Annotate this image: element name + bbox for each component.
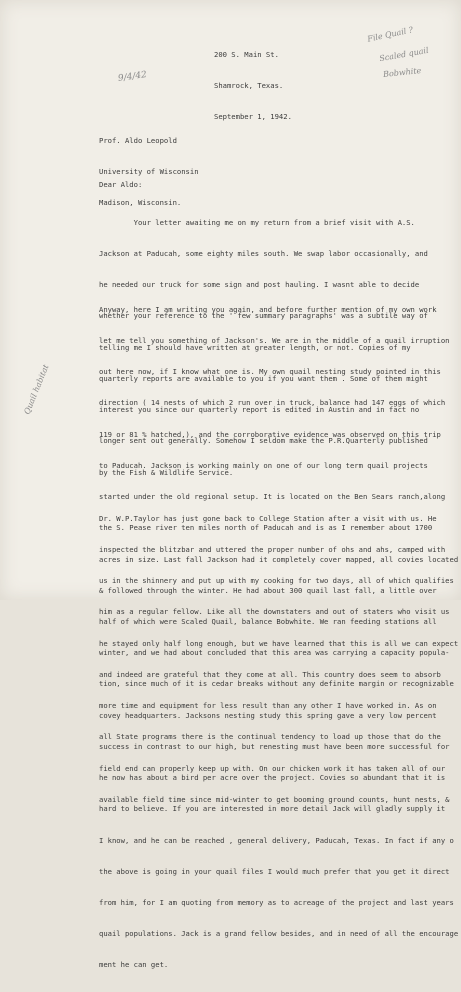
text-line: winter, and we had about concluded that this area was carrying a capacity popula- <box>99 648 450 658</box>
text-line: started under the old regional setup. It is located on the Ben Sears ranch,along <box>99 492 446 502</box>
recipient-city: Madison, Wisconsin. <box>99 198 182 208</box>
text-line: I know, and he can be reached , general delivery, Paducah, Texas. In fact if any o <box>99 835 454 845</box>
sender-street: 200 S. Main St. <box>214 49 279 59</box>
text-line: let me tell you something of Jackson's. We are in the middle of a quail irruption <box>99 336 450 346</box>
text-line: available field time since mid-winter to get booming ground counts, hunt nests, & <box>99 794 450 804</box>
text-line: he stayed only half long enough, but we have learned that this is all we can expect <box>99 638 459 648</box>
recipient-name: Prof. Aldo Leopold <box>99 135 177 145</box>
text-line: telling me I should have written at greater length, or not. Copies of my <box>99 342 411 352</box>
text-line: Dr. W.P.Taylor has just gone back to College Station after a visit with us. He <box>99 513 437 523</box>
text-line: interest you since our quarterly report is edited in Austin and in fact no <box>99 405 420 415</box>
text-line: success in contrast to our high, but renesting must have been more successful for <box>99 741 450 751</box>
letter-date: September 1, 1942. <box>214 112 292 122</box>
text-line: from him, for I am quoting from memory as to acreage of the project and last years <box>99 897 454 907</box>
text-line: all State programs there is the continual tendency to load up those that do the <box>99 732 441 742</box>
text-line: he needed our truck for some sign and post hauling. I wasnt able to decide <box>99 280 420 290</box>
recipient-institution: University of Wisconsin <box>99 167 199 177</box>
text-line: out here now, if I know what one is. My own quail nesting study pointed in this <box>99 367 441 377</box>
text-line: whether your reference to the ' few summary paragraphs' was a subtile way of <box>99 311 428 321</box>
text-line: hard to believe. If you are interested in more detail Jack will gladly supply it <box>99 804 446 814</box>
text-line: quarterly reports are available to you if you want them . Some of them might <box>99 373 428 383</box>
salutation: Dear Aldo: <box>99 180 143 189</box>
text-line: direction ( 14 nests of which 2 run over in truck, balance had 147 eggs of which <box>99 398 446 408</box>
text-line: him as a regular fellow. Like all the downstaters and out of staters who visit us <box>99 607 450 617</box>
text-line: the above is going in your quail files I would much prefer that you get it direct <box>99 866 450 876</box>
text-line: the S. Pease river ten miles north of Paducah and is as I remember about 1700 <box>99 523 433 533</box>
text-line: covey headquarters. Jacksons nesting study this spring gave a very low percent <box>99 710 437 720</box>
text-line: Anyway, here I am writing you again, and before further mention of my own work <box>99 304 437 314</box>
handwritten-received-date: 9/4/42 <box>117 70 148 84</box>
text-line: and indeed are grateful that they come at all. This country does seem to absorb <box>99 669 441 679</box>
text-line: quail populations. Jack is a grand fellow besides, and in need of all the encourage <box>99 929 459 939</box>
text-line: us in the shinnery and put up with my cooking for two days, all of which qualifies <box>99 576 454 586</box>
handwritten-file-note: File Quail ? <box>366 25 414 44</box>
text-line: he now has about a bird per acre over the project. Covies so abundant that it is <box>99 773 446 783</box>
text-line: more time and equipment for less result than any other I have worked in. As on <box>99 701 437 711</box>
text-line: 119 or 81 % hatched,), and the corroborative evidence was observed on this trip <box>99 429 441 439</box>
text-line: field end can properly keep up with. On our chicken work it has taken all of our <box>99 763 446 773</box>
text-line: half of which were Scaled Quail, balance Bobwhite. We ran feeding stations all <box>99 617 437 626</box>
handwritten-bobwhite-note: Bobwhite <box>382 66 422 79</box>
text-line: tion, since much of it is cedar breaks without any definite margin or recognizable <box>99 679 454 689</box>
paragraph-taylor-visit <box>99 493 458 826</box>
text-line: inspected the blitzbar and uttered the proper number of ohs and ahs, camped with <box>99 545 446 555</box>
sender-address <box>214 29 292 143</box>
text-line: by the Fish & Wildlife Service. <box>99 467 234 477</box>
handwritten-scaled-quail-note: Scaled quail <box>378 45 430 64</box>
text-line: Jackson at Paducah, some eighty miles south. We swap labor occasionally, and <box>99 249 428 259</box>
text-line: ment he can get. <box>99 960 169 970</box>
text-line: acres in size. Last fall Jackson had it completely cover mapped, all covies located <box>99 554 459 564</box>
sender-city: Shamrock, Texas. <box>214 81 284 91</box>
text-line: Your letter awaiting me on my return from a brief visit with A.S. <box>99 217 415 227</box>
text-line: to Paducah. Jackson is working mainly on one of our long term quail projects <box>99 460 428 470</box>
handwritten-margin-note: Quail habitat <box>22 363 51 416</box>
text-line: & followed through the winter. He had about 300 quail last fall, a little over <box>99 585 437 595</box>
text-line: longer sent out generally. Somehow I seldom make the P.R.Quarterly published <box>99 436 428 446</box>
